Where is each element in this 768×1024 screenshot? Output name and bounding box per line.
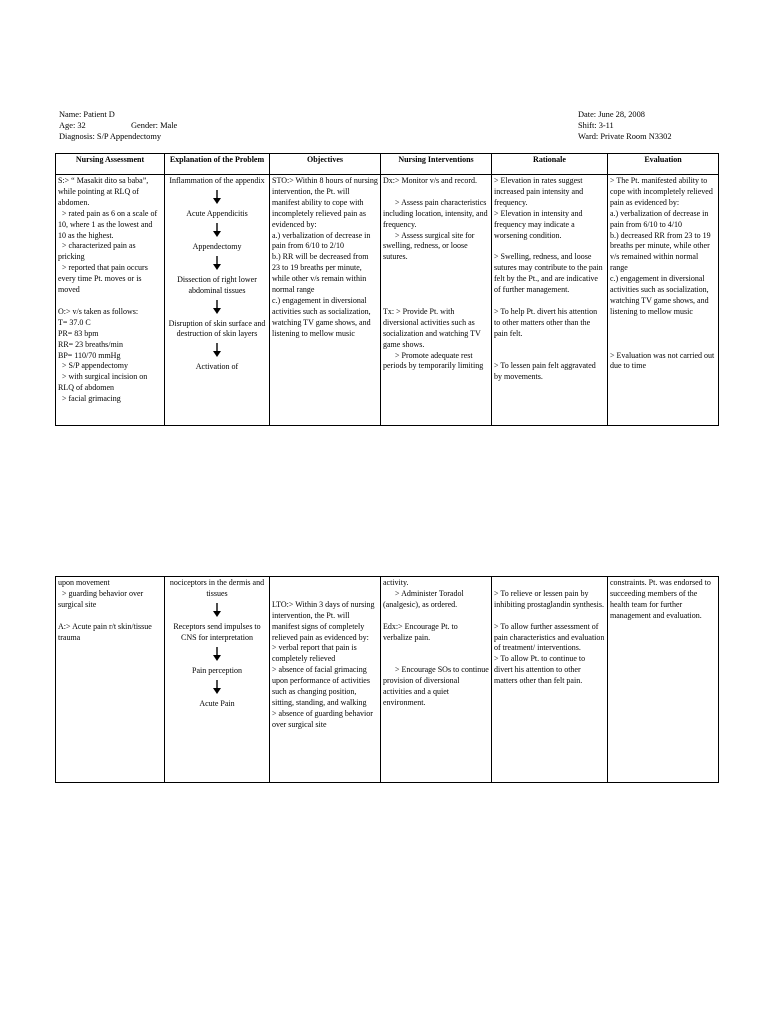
cell-paragraph: > rated pain as 6 on a scale of 10, where 1 as the lowest and 10 as the highest. (58, 208, 160, 240)
column-header-assessment: Nursing Assessment (56, 154, 165, 175)
evaluation-cell (608, 577, 719, 783)
cell-paragraph (383, 611, 489, 622)
evaluation-cell (608, 175, 719, 426)
explanation-flowchart (165, 577, 270, 783)
cell-paragraph (610, 329, 716, 340)
cell-paragraph: constraints. Pt. was endorsed to succeeding members of the health team for further management and evaluation. (610, 578, 713, 620)
cell-paragraph: b.) decreased RR from 23 to 19 breaths per minute, while other v/s remained within normal range (610, 230, 713, 273)
cell-paragraph: > Assess pain characteristics including location, intensity, and frequency. (383, 197, 490, 229)
cell-paragraph (383, 296, 489, 307)
cell-paragraph: > with surgical incision on RLQ of abdomen (58, 372, 150, 393)
cell-paragraph (494, 351, 605, 362)
rationale-cell (492, 175, 608, 426)
cell-paragraph: b.) RR will be decreased from 23 to 19 breaths per minute, while other v/s remain within normal range (272, 252, 371, 295)
cell-paragraph (272, 589, 378, 600)
assessment-cell (56, 577, 165, 783)
cell-paragraph: c.) engagement in diversional activities such as socialization, watching TV game shows, and listening to mellow music (610, 274, 711, 316)
cell-paragraph: activity. (383, 578, 409, 587)
cell-paragraph: BP= 110/70 mmHg (58, 350, 121, 360)
cell-paragraph (610, 340, 716, 351)
cell-paragraph: S:> “ Masakit dito sa baba”, while pointing at RLQ of abdomen. (58, 176, 151, 207)
arrow-down-icon (212, 647, 222, 661)
cell-paragraph: upon movement (58, 578, 110, 587)
cell-paragraph: Dx:> Monitor v/s and record. (383, 176, 478, 185)
cell-paragraph: > Evaluation was not carried out due to time (610, 350, 717, 371)
cell-paragraph (383, 187, 489, 198)
assessment-cell (56, 175, 165, 426)
cell-paragraph: > verbal report that pain is completely relieved (272, 643, 359, 664)
arrow-down-icon (212, 256, 222, 270)
cell-paragraph (383, 654, 489, 665)
flow-step: Appendectomy (192, 241, 242, 251)
patient-diagnosis: Diagnosis: S/P Appendectomy (59, 132, 162, 141)
cell-paragraph (58, 611, 162, 622)
column-header-explanation: Explanation of the Problem (165, 154, 270, 175)
cell-paragraph (494, 578, 605, 589)
cell-paragraph: > Promote adequate rest periods by temporarily limiting (383, 350, 484, 371)
explanation-flowchart (165, 175, 270, 426)
cell-paragraph: LTO:> Within 3 days of nursing intervention, the Pt. will manifest signs of completely relieved pain as evidenced by: (272, 599, 377, 642)
cell-paragraph (383, 274, 489, 285)
cell-paragraph: > S/P appendectomy (58, 361, 128, 371)
care-plan-table-page-2 (55, 576, 719, 783)
cell-paragraph (494, 241, 605, 252)
patient-name: Name: Patient D (59, 110, 115, 119)
cell-paragraph (383, 285, 489, 296)
care-plan-table-page-1 (55, 153, 719, 426)
cell-paragraph: T= 37.0 C (58, 317, 91, 327)
cell-paragraph: O:> v/s taken as follows: (58, 306, 139, 316)
column-header-interventions: Nursing Interventions (381, 154, 492, 175)
shift: Shift: 3-11 (578, 121, 614, 130)
rationale-cell (492, 577, 608, 783)
objectives-cell (270, 577, 381, 783)
column-header-evaluation: Evaluation (608, 154, 719, 175)
flow-step: Dissection of right lower abdominal tissues (177, 274, 257, 295)
flow-step: Inflammation of the appendix (169, 176, 265, 185)
patient-gender: Gender: Male (131, 121, 178, 130)
cell-paragraph: > To allow Pt. to continue to divert his attention to other matters other than felt pain. (494, 654, 588, 686)
patient-age: Age: 32 (59, 121, 86, 130)
cell-paragraph: > To lessen pain felt aggravated by movements. (494, 361, 598, 382)
cell-paragraph: > reported that pain occurs every time Pt. moves or is moved (58, 263, 150, 295)
record-date: Date: June 28, 2008 (578, 110, 645, 119)
cell-paragraph: > guarding behavior over surgical site (58, 588, 146, 609)
flow-step: Acute Pain (199, 698, 235, 708)
cell-paragraph: A:> Acute pain r/t skin/tissue trauma (58, 621, 154, 642)
arrow-down-icon (212, 223, 222, 237)
cell-paragraph: > absence of facial grimacing upon performance of activities such as changing position, sitting, standing, and walking (272, 665, 372, 707)
cell-paragraph (58, 296, 162, 307)
flow-step: Pain perception (192, 665, 242, 675)
arrow-down-icon (212, 190, 222, 204)
cell-paragraph: a.) verbalization of decrease in pain from 6/10 to 2/10 (272, 230, 373, 251)
cell-paragraph (610, 318, 716, 329)
cell-paragraph (494, 611, 605, 622)
cell-paragraph (494, 340, 605, 351)
arrow-down-icon (212, 343, 222, 357)
flow-step: Activation of (195, 362, 239, 372)
cell-paragraph: > To help Pt. divert his attention to other matters other than the pain felt. (494, 306, 600, 338)
cell-paragraph: Edx:> Encourage Pt. to verbalize pain. (383, 621, 460, 642)
cell-paragraph: > Administer Toradol (analgesic), as ordered. (383, 588, 466, 609)
flow-step: Receptors send impulses to CNS for interpretation (173, 621, 261, 642)
cell-paragraph: RR= 23 breaths/min (58, 339, 123, 349)
cell-paragraph: > Elevation in rates suggest increased pain intensity and frequency. (494, 176, 586, 207)
column-header-objectives: Objectives (270, 154, 381, 175)
arrow-down-icon (212, 603, 222, 617)
cell-paragraph: > The Pt. manifested ability to cope with incompletely relieved pain as evidenced by: (610, 176, 715, 207)
ward: Ward: Private Room N3302 (578, 132, 672, 141)
interventions-cell (381, 577, 492, 783)
arrow-down-icon (212, 680, 222, 694)
cell-paragraph (383, 643, 489, 654)
flow-step: nociceptors in the dermis and tissues (169, 578, 265, 598)
cell-paragraph: > Assess surgical site for swelling, redness, or loose sutures. (383, 230, 477, 262)
cell-paragraph: Tx: > Provide Pt. with diversional activities such as socialization and watching TV game shows. (383, 306, 483, 349)
interventions-cell (381, 175, 492, 426)
cell-paragraph: PR= 83 bpm (58, 328, 99, 338)
cell-paragraph: > To allow further assessment of pain characteristics and evaluation of treatment/ interventions. (494, 621, 607, 653)
objectives-cell (270, 175, 381, 426)
cell-paragraph: > facial grimacing (58, 394, 121, 404)
cell-paragraph: > To relieve or lessen pain by inhibiting prostaglandin synthesis. (494, 588, 604, 609)
cell-paragraph: > Swelling, redness, and loose sutures may contribute to the pain felt by the Pt., and are indicative of further management. (494, 252, 605, 295)
flow-step: Disruption of skin surface and destruction of skin layers (168, 318, 266, 339)
column-header-rationale: Rationale (492, 154, 608, 175)
cell-paragraph (494, 296, 605, 307)
flow-step: Acute Appendicitis (186, 208, 248, 218)
cell-paragraph (383, 263, 489, 274)
cell-paragraph: STO:> Within 8 hours of nursing intervention, the Pt. will manifest ability to cope with incompletely relieved pain as evidenced by: (272, 176, 380, 229)
cell-paragraph: > characterized pain as pricking (58, 241, 138, 262)
cell-paragraph: c.) engagement in diversional activities such as socialization, watching TV game shows, and listening to mellow music (272, 295, 373, 338)
arrow-down-icon (212, 300, 222, 314)
cell-paragraph: a.) verbalization of decrease in pain from 6/10 to 4/10 (610, 208, 711, 229)
cell-paragraph: > Elevation in intensity and frequency may indicate a worsening condition. (494, 208, 585, 240)
cell-paragraph: > Encourage SOs to continue provision of diversional activities and a quiet environment. (383, 665, 491, 707)
cell-paragraph (272, 578, 378, 589)
cell-paragraph: > absence of guarding behavior over surgical site (272, 708, 375, 729)
